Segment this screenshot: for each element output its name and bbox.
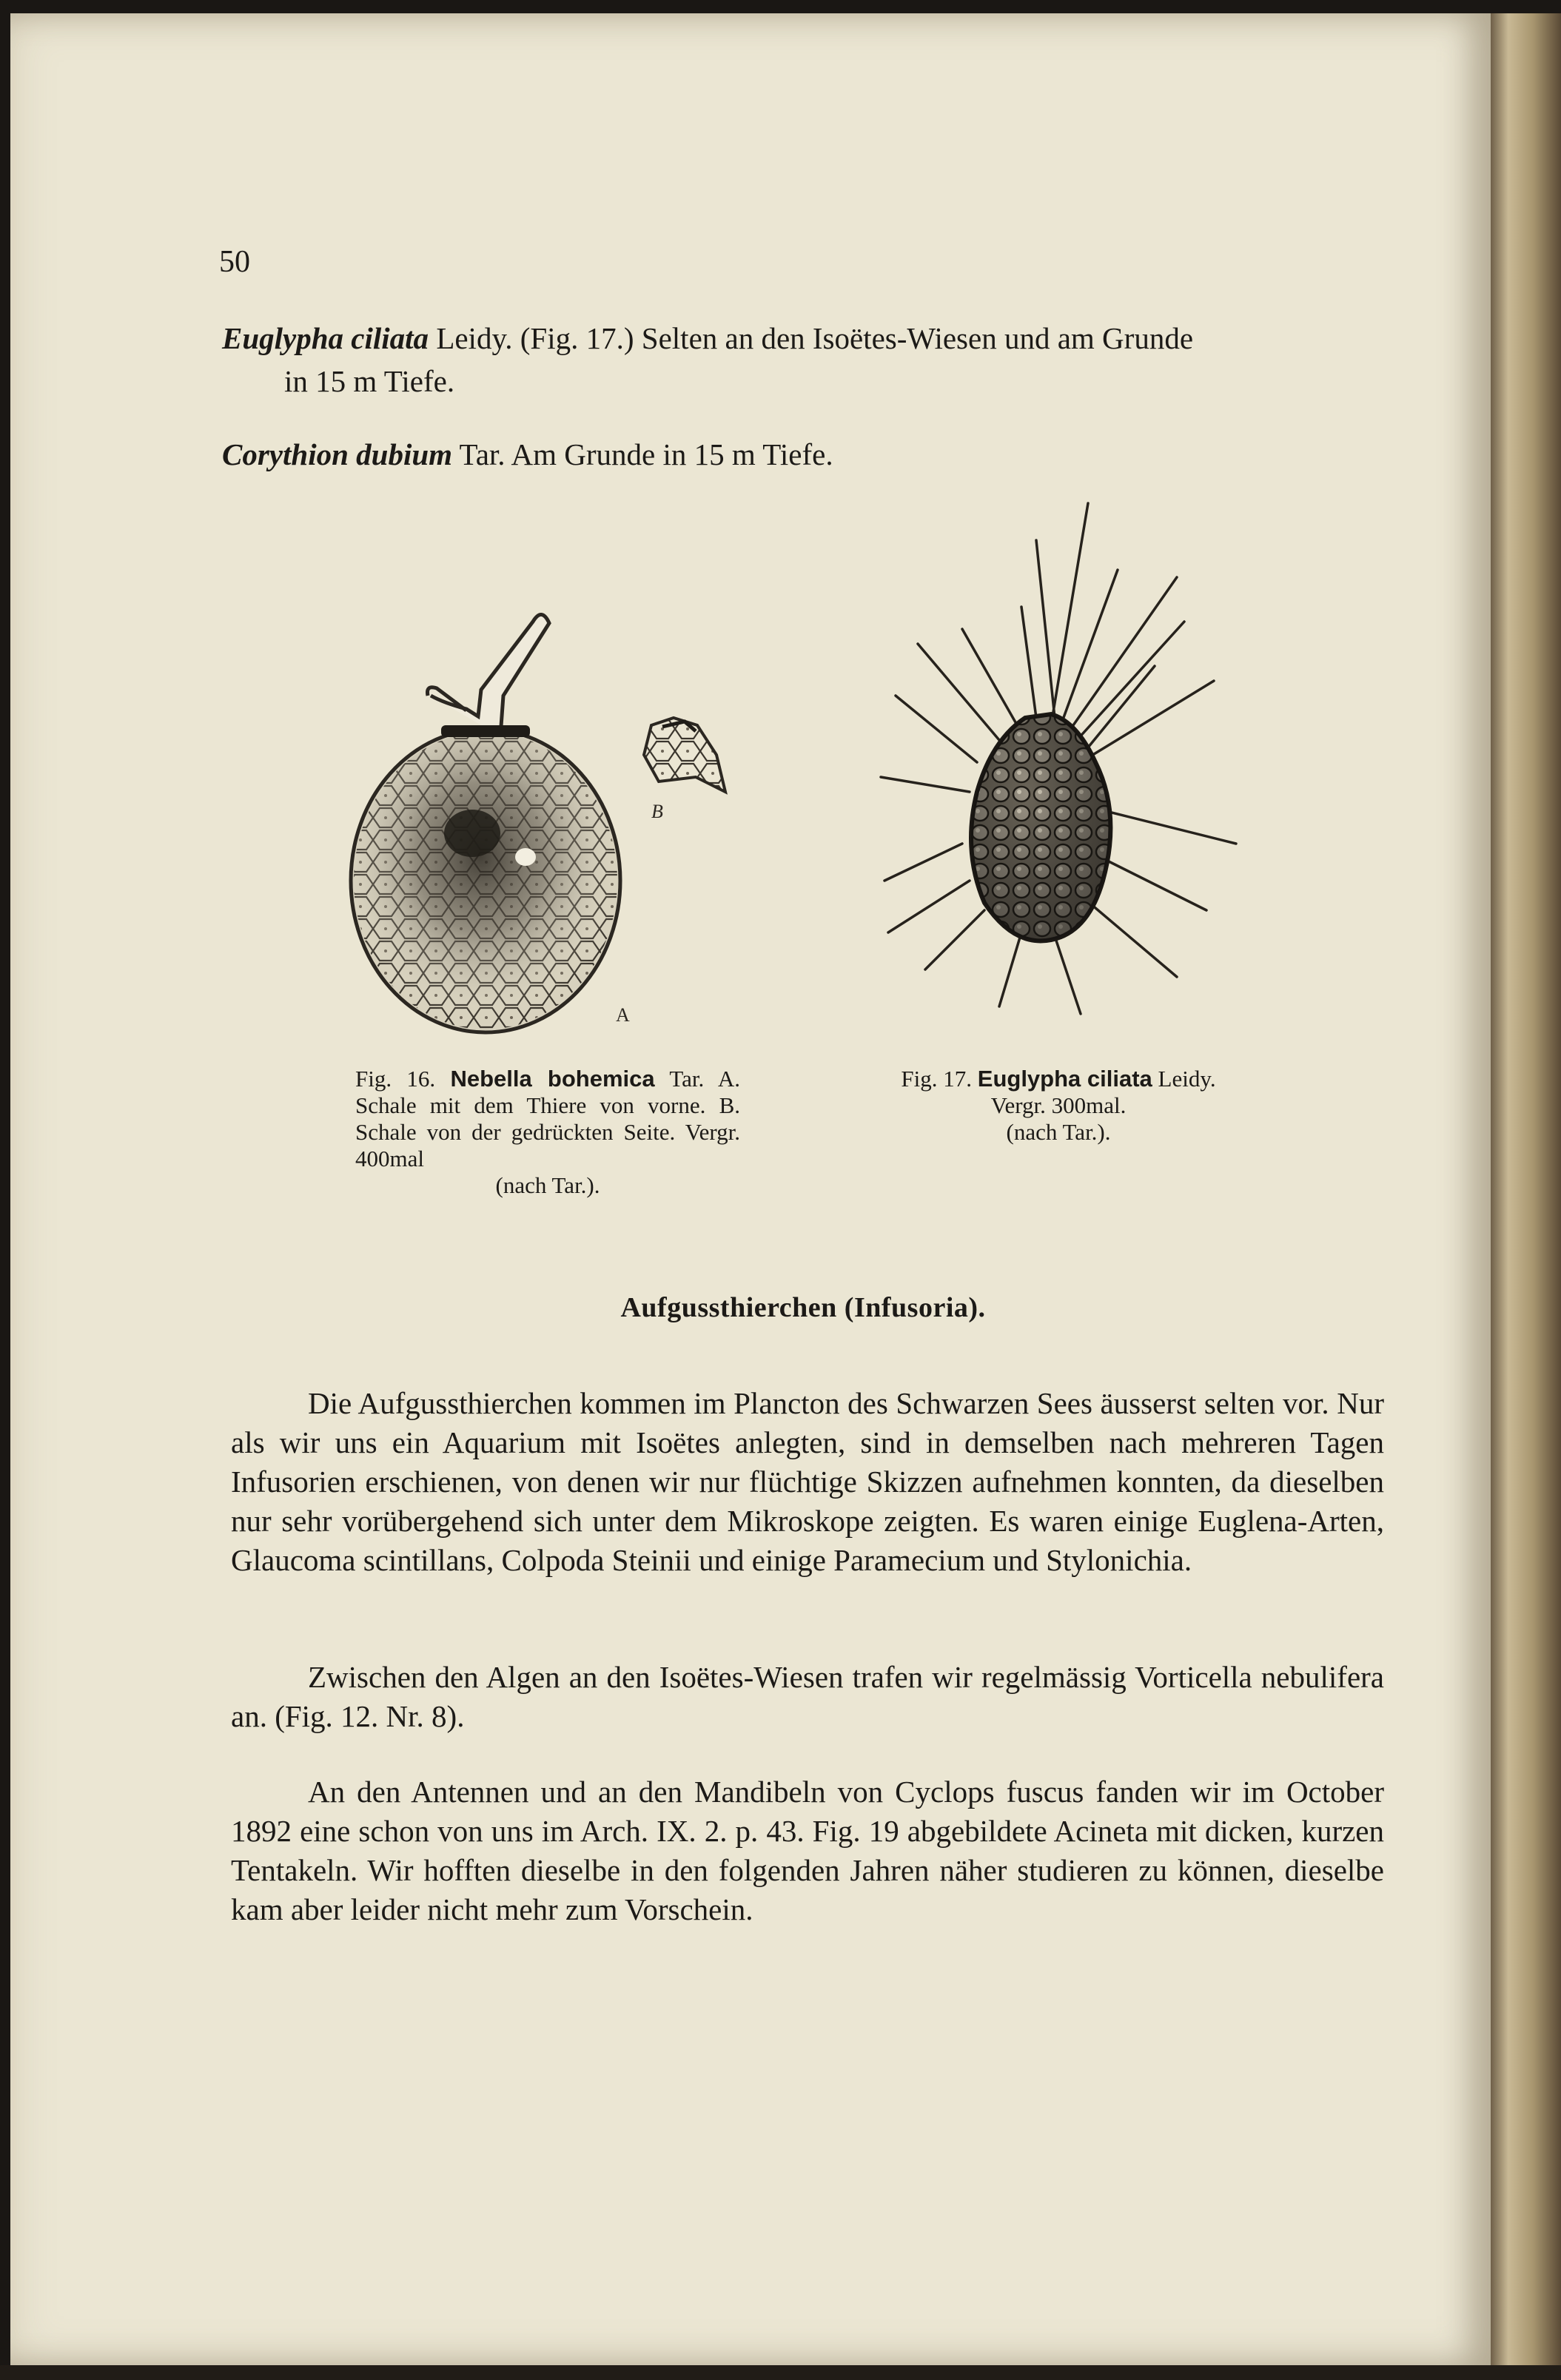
caption-source: (nach Tar.).	[495, 1172, 600, 1198]
caption-fig-number: Fig. 17.	[901, 1066, 973, 1092]
nebella-neck	[431, 614, 549, 736]
body-paragraph: An den Antennen und an den Mandibeln von Cyclops fuscus fanden wir im October 1892 eine schon von uns im Arch. IX. 2. p. 43. Fig. 19 abgebildete Acineta mit dicken, kurzen Tentakeln. Wir hofften dieselbe in den folgenden Jahren näher studieren zu können, dieselbe kam aber leider nicht mehr zum Vorschein.	[231, 1775, 1384, 1926]
entry-continuation: in 15 m Tiefe.	[284, 364, 455, 398]
caption-source: (nach Tar.).	[1006, 1119, 1111, 1145]
figure-16-caption	[355, 1066, 740, 1199]
figure-17-euglypha-illustration	[866, 496, 1266, 1029]
scan-top-edge	[0, 0, 1561, 13]
page-number: 50	[219, 245, 250, 279]
figure-label-b: B	[651, 801, 663, 822]
caption-fig-number: Fig. 16.	[355, 1066, 436, 1092]
scan-bottom-edge	[0, 2365, 1561, 2380]
figure-16-nebella-illustration	[348, 607, 748, 1051]
caption-body: A. Schale mit dem Thiere von vorne. B. Schale von der gedrückten Seite. Vergr. 400mal	[355, 1066, 741, 1171]
section-heading: Aufgussthierchen (Infusoria).	[620, 1292, 986, 1323]
caption-species: Euglypha ciliata	[977, 1066, 1152, 1092]
body-paragraph: Zwischen den Algen an den Isoëtes-Wiesen trafen wir regelmässig Vorticella nebulifera an. (Fig. 12. Nr. 8).	[231, 1660, 1384, 1733]
caption-species: Nebella bohemica	[450, 1066, 655, 1092]
caption-magnification: Vergr. 300mal.	[990, 1092, 1127, 1118]
species-entry-euglypha	[222, 317, 1384, 403]
nebella-side-shell-b	[644, 718, 725, 792]
species-entry-corythion	[222, 433, 1384, 476]
caption-author: Leidy.	[1152, 1066, 1216, 1092]
species-name: Euglypha ciliata	[222, 321, 429, 355]
figure-17-caption	[851, 1066, 1266, 1146]
species-name: Corythion dubium	[222, 437, 453, 471]
entry-text: Leidy. (Fig. 17.) Selten an den Isoëtes-Wiesen und am Grunde	[429, 321, 1194, 355]
body-paragraph: Die Aufgussthierchen kommen im Plancton des Schwarzen Sees äusserst selten vor. Nur als wir uns ein Aquarium mit Isoëtes anlegten, sind in demselben nach mehreren Tagen Infusorien erschienen, von denen wir nur flüchtige Skizzen aufnehmen konnten, da dieselben nur sehr vorübergehend sich unter dem Mikroskope zeigten. Es waren einige Euglena-Arten, Glaucoma scintillans, Colpoda Steinii und einige Paramecium und Stylonichia.	[231, 1386, 1384, 1577]
book-spine-edge	[1491, 13, 1561, 2365]
figure-label-a: A	[616, 1004, 630, 1026]
caption-author: Tar.	[654, 1066, 705, 1092]
entry-text: Tar. Am Grunde in 15 m Tiefe.	[452, 437, 833, 471]
